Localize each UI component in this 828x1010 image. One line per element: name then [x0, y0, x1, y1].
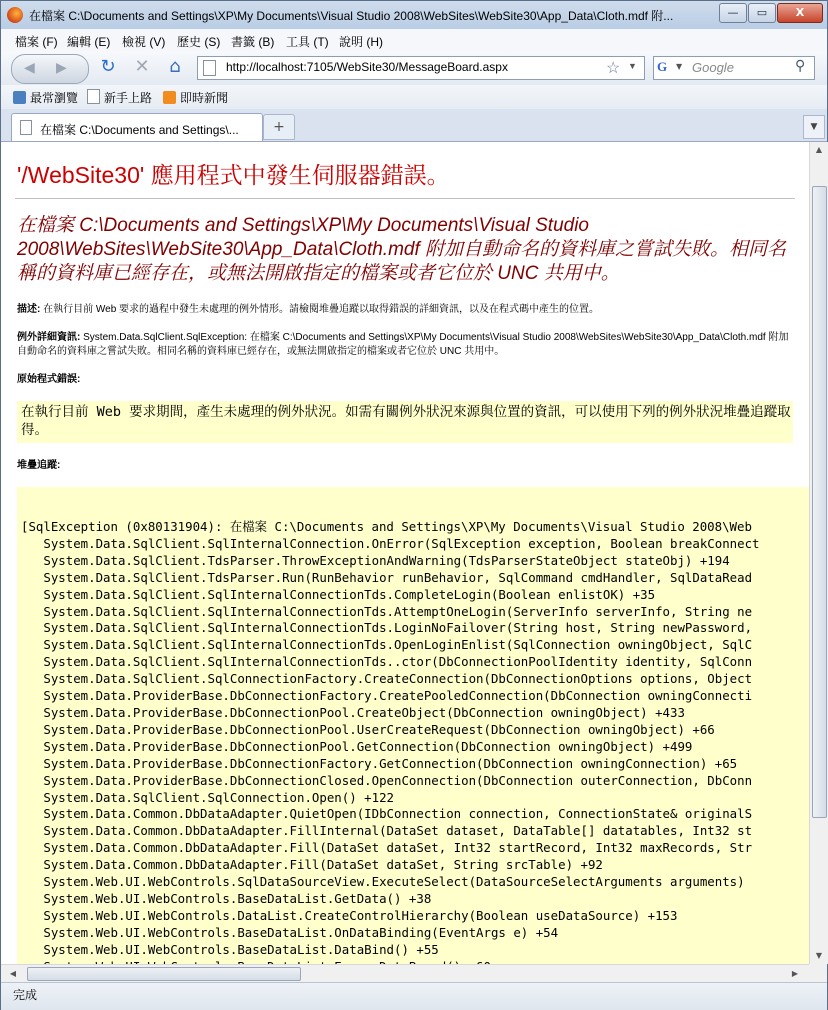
- stack-trace-label: 堆疊追蹤:: [17, 460, 61, 471]
- page-icon: [87, 89, 100, 104]
- scroll-up-icon[interactable]: ▲: [815, 145, 823, 154]
- page-icon: [203, 60, 216, 76]
- search-box[interactable]: [653, 56, 815, 80]
- back-forward-buttons: [11, 54, 89, 84]
- menu-file[interactable]: 檔案 (F): [15, 35, 58, 49]
- menu-history[interactable]: 歷史 (S): [177, 35, 221, 49]
- exception-details-section: [17, 331, 797, 359]
- scroll-down-icon[interactable]: ▼: [815, 951, 823, 960]
- description-label: 描述:: [17, 304, 41, 315]
- address-bar[interactable]: [197, 56, 645, 80]
- title-bar[interactable]: [1, 1, 827, 29]
- source-error-label: 原始程式錯誤:: [17, 374, 81, 385]
- heading-divider: [15, 198, 795, 199]
- source-error-box: 在執行目前 Web 要求期間，產生未處理的例外狀況。如需有關例外狀況來源與位置的資訊，可以使用下列的例外狀況堆疊追蹤取得。: [17, 401, 793, 443]
- menu-tools[interactable]: 工具 (T): [286, 35, 329, 49]
- search-engine-dropdown-icon[interactable]: ▼: [676, 62, 683, 71]
- exception-text: System.Data.SqlClient.SqlException: 在檔案 C:\Documents and Settings\XP\My Documents\Visual Studio 2008\WebSites\WebSite30\App_Data\Cloth.mdf 附加自動命名的資料庫之嘗試失敗。相同名稱的資料庫已經存在，或無法開啟指定的檔案或者它位於 UNC 共用中。: [17, 332, 789, 357]
- scrollbar-corner: [809, 964, 827, 981]
- close-button[interactable]: X: [777, 3, 823, 23]
- bookmark-most-visited[interactable]: 最常瀏覽: [13, 89, 78, 106]
- menu-help[interactable]: 說明 (H): [339, 35, 383, 49]
- tab-current[interactable]: [11, 113, 263, 141]
- description-text: 在執行目前 Web 要求的過程中發生未處理的例外情形。請檢閱堆疊追蹤以取得錯誤的詳細資訊，以及在程式碼中產生的位置。: [40, 304, 600, 315]
- reload-icon[interactable]: ↻: [100, 56, 116, 77]
- url-text[interactable]: http://localhost:7105/WebSite30/MessageBoard.aspx: [226, 60, 508, 74]
- heading-text: 應用程式中發生伺服器錯誤。: [144, 162, 450, 188]
- menu-bookmarks[interactable]: 書籤 (B): [231, 35, 275, 49]
- forward-arrow-icon[interactable]: ▶: [56, 60, 67, 76]
- search-icon[interactable]: ⚲: [795, 58, 806, 74]
- status-text: 完成: [13, 988, 38, 1002]
- bookmarks-toolbar: [1, 85, 827, 109]
- scroll-left-icon[interactable]: ◀: [9, 969, 17, 978]
- firefox-icon: [7, 7, 23, 23]
- new-tab-button[interactable]: +: [263, 114, 295, 140]
- scroll-right-icon[interactable]: ▶: [791, 969, 799, 978]
- vertical-scrollbar[interactable]: [809, 142, 828, 964]
- vertical-scroll-thumb[interactable]: [812, 186, 827, 818]
- page-icon: [20, 120, 32, 135]
- bookmark-latest-news[interactable]: 即時新聞: [163, 89, 228, 106]
- google-icon[interactable]: G: [657, 59, 668, 74]
- description-section: [17, 303, 797, 317]
- bookmark-star-icon[interactable]: ☆: [606, 60, 621, 77]
- horizontal-scrollbar[interactable]: [1, 964, 809, 982]
- exception-label: 例外詳細資訊:: [17, 332, 81, 343]
- bookmark-getting-started[interactable]: 新手上路: [87, 89, 152, 106]
- tab-list-dropdown-icon[interactable]: ▼: [803, 115, 825, 139]
- menu-view[interactable]: 檢視 (V): [122, 35, 166, 49]
- url-dropdown-icon[interactable]: ▼: [628, 61, 637, 71]
- minimize-button[interactable]: —: [719, 3, 747, 23]
- window-title: 在檔案 C:\Documents and Settings\XP\My Documents\Visual Studio 2008\WebSites\WebSite30\App_Data\Cloth.mdf 附...: [29, 9, 674, 23]
- stop-icon[interactable]: ✕: [134, 56, 150, 77]
- menu-edit[interactable]: 編輯 (E): [67, 35, 111, 49]
- page-content: [1, 142, 809, 964]
- maximize-button[interactable]: ▭: [748, 3, 776, 23]
- tab-bar: [1, 109, 827, 142]
- horizontal-scroll-thumb[interactable]: [27, 967, 301, 981]
- home-icon[interactable]: ⌂: [169, 56, 181, 77]
- status-bar: [1, 982, 827, 1010]
- search-placeholder: Google: [692, 60, 734, 75]
- back-arrow-icon[interactable]: ◀: [24, 60, 35, 76]
- bookmark-icon: [13, 91, 26, 104]
- page-heading: [17, 157, 797, 190]
- stack-trace-text: [SqlException (0x80131904): 在檔案 C:\Documents and Settings\XP\My Documents\Visual Studio 2008\Web System.Data.SqlClient.SqlInternalConnection.OnError(SqlException exception, Boolean breakConnect System.Data.SqlClient.TdsParser.ThrowExceptionAndWarning(TdsParserStateObject stateObj) +194 System.Data.SqlClient.TdsParser.Run(RunBehavior runBehavior, SqlCommand cmdHandler, SqlDataRead System.Data.SqlClient.SqlInternalConnectionTds.CompleteLogin(Boolean enlistOK) +35 System.Data.SqlClient.SqlInternalConnectionTds.AttemptOneLogin(ServerInfo serverInfo, String ne System.Data.SqlClient.SqlInternalConnectionTds.LoginNoFailover(String host, String newPassword, System.Data.SqlClient.SqlInternalConnectionTds.OpenLoginEnlist(SqlConnection owningObject, SqlC System.Data.SqlClient.SqlInternalConnectionTds..ctor(DbConnectionPoolIdentity identity, SqlConn System.Data.SqlClient.SqlConnectionFactory.CreateConnection(DbConnectionOptions options, Object System.Data.ProviderBase.DbConnectionFactory.CreatePooledConnection(DbConnection owningConnecti System.Data.ProviderBase.DbConnectionPool.CreateObject(DbConnection owningObject) +433 System.Data.ProviderBase.DbConnectionPool.UserCreateRequest(DbConnection owningObject) +66 System.Data.ProviderBase.DbConnectionPool.GetConnection(DbConnection owningObject) +499 System.Data.ProviderBase.DbConnectionFactory.GetConnection(DbConnection owningConnection) +65 System.Data.ProviderBase.DbConnectionClosed.OpenConnection(DbConnection outerConnection, DbConn System.Data.SqlClient.SqlConnection.Open() +122 System.Data.Common.DbDataAdapter.QuietOpen(IDbConnection connection, ConnectionState& originalS System.Data.Common.DbDataAdapter.FillInternal(DataSet dataset, DataTable[] datatables, Int32 st System.Data.Common.DbDataAdapter.Fill(DataSet dataSet, Int32 startRecord, Int32 maxRecords, Str System.Data.Common.DbDataAdapter.Fill(DataSet dataSet, String srcTable) +92 System.Web.UI.WebControls.SqlDataSourceView.ExecuteSelect(DataSourceSelectArguments arguments) System.Web.UI.WebControls.BaseDataList.GetData() +38 System.Web.UI.WebControls.DataList.CreateControlHierarchy(Boolean useDataSource) +153 System.Web.UI.WebControls.BaseDataList.OnDataBinding(EventArgs e) +54 System.Web.UI.WebControls.BaseDataList.DataBind() +55: [21, 519, 760, 957]
- tab-title: 在檔案 C:\Documents and Settings\...: [40, 123, 239, 137]
- menu-bar: [1, 29, 827, 51]
- error-title: 在檔案 C:\Documents and Settings\XP\My Documents\Visual Studio 2008\WebSites\WebSite30\App_Data\Cloth.mdf 附加自動命名的資料庫之嘗試失敗。相同名稱的資料庫已經存在，或無法開啟指定的檔案或者它位於 UNC 共用中。: [17, 215, 787, 284]
- stack-trace-box[interactable]: [17, 487, 809, 967]
- navigation-toolbar: [1, 51, 827, 85]
- app-name: '/WebSite30': [17, 162, 145, 188]
- rss-icon: [163, 91, 176, 104]
